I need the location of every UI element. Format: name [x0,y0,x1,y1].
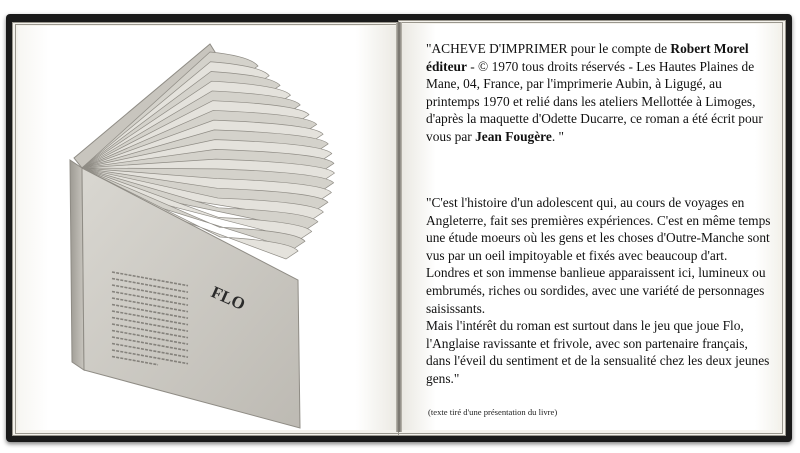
colophon-middle: - © 1970 tous droits réservés - Les Hautes Plaines de Mane, 04, France, par l'imprimerie Aubin, à Ligugé, au printemps 1970 et relié dans les ateliers Mellottée à Limoges, d'après la maquette d'Odette Ducarre, ce roman a été écrit pour vous par [426,58,763,144]
publisher-name: Robert Morel éditeur [426,41,749,74]
source-note: (texte tiré d'une présentation du livre) [428,407,558,417]
colophon-suffix: . " [551,128,565,144]
book-gutter [396,22,402,432]
colophon-prefix: "ACHEVE D'IMPRIMER pour le compte de [426,41,671,56]
book-blurb [426,194,771,388]
blurb-paragraph-3: Mais l'intérêt du roman est surtout dans le jeu que joue Flo, l'Anglaise ravissante et frivole, avec son partenaire français, dans l'éveil du sentiment et de la sensualité chez les deux jeunes gens." [426,318,770,386]
blurb-paragraph-1: "C'est l'histoire d'un adolescent qui, au cours de voyages en Angleterre, fait ses premières expériences. C'est en même temps une étude moeurs où les gens et les choses d'Outre-Manche sont vus par un oeil impitoyable et fixés avec beaucoup d'art. [426,195,771,263]
booklet-illustration [60,40,340,430]
author-name: Jean Fougère [475,128,552,144]
booklet-cover-title: FLO [208,282,249,314]
blurb-paragraph-2: Londres et son immense banlieue apparaissent ici, lumineux ou embrumés, riches ou sordides, avec une variété de personnages saisissants. [426,265,766,316]
colophon-text [426,40,771,146]
